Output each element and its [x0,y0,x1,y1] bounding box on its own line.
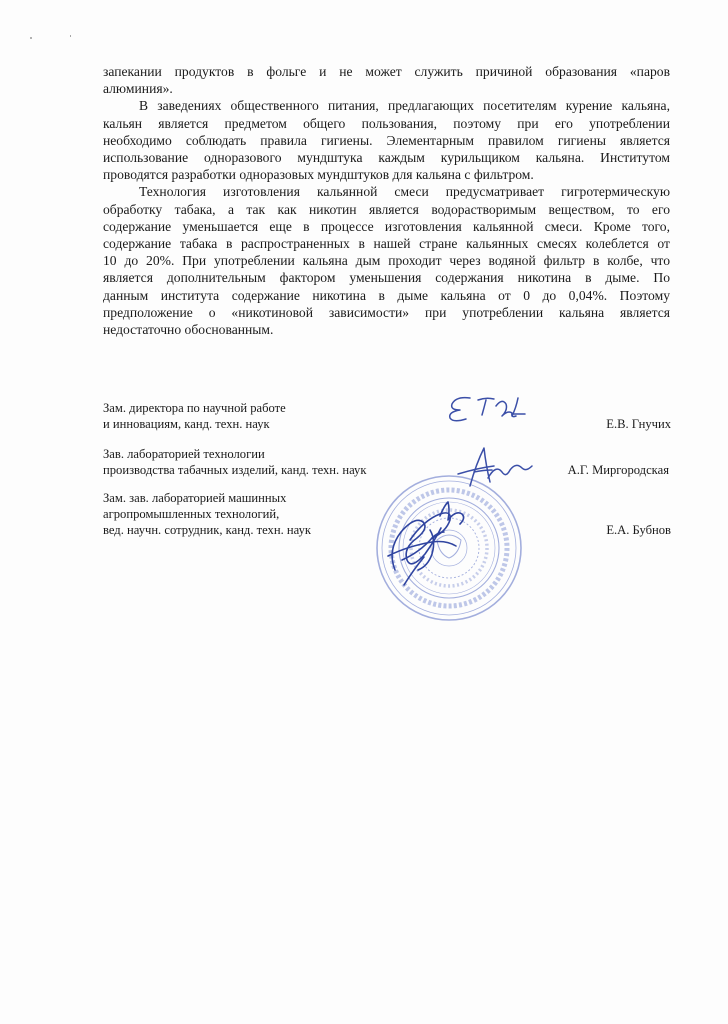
signatory-title [103,400,483,432]
text-line: использование одноразового мундштука каждым курильщиком кальяна. Институтом [103,150,670,166]
text-line: содержание уменьшается еще в процессе изготовления кальянной смеси. Кроме того, [103,218,670,234]
text-line: данным института содержание никотина в дыме кальяна от 0 до 0,04%. Поэтому [103,287,670,303]
text-line: обработку табака, а так как никотин является водорастворимым веществом, то его [103,201,670,217]
text-line: алюминия». [103,81,173,97]
text-line: запекании продуктов в фольге и не может служить причиной образования «паров [103,64,670,79]
text-line: предположение о «никотиновой зависимости» при употреблении кальяна является [103,304,670,320]
signatory-title-line: вед. научн. сотрудник, канд. техн. наук [103,523,311,537]
signatory-title [103,446,483,478]
paragraph-2 [103,97,670,183]
scan-speck [70,35,71,37]
signatory-title-line: производства табачных изделий, канд. техн. наук [103,463,367,477]
signatory-title-line: Зам. зав. лабораторией машинных [103,491,287,505]
text-line: содержание табака в распространенных в нашей стране кальянных смесях колеблется от [103,236,670,252]
paragraph-1 [103,63,670,97]
signatory-title-line: Зав. лабораторией технологии [103,447,265,461]
signature-block-1 [103,400,671,434]
signatory-name: Е.В. Гнучих [606,417,671,431]
signatory-name: Е.А. Бубнов [606,523,671,537]
text-line: недостаточно обоснованным. [103,322,274,338]
document-body [103,63,670,338]
signatory-title-line: Зам. директора по научной работе [103,401,286,415]
signature-block-3 [103,490,671,540]
text-line: Технология изготовления кальянной смеси предусматривает гигротермическую [139,184,670,200]
signatory-title-line: и инновациям, канд. техн. наук [103,417,270,431]
text-line: необходимо соблюдать правила гигиены. Элементарным правилом гигиены является [103,132,670,148]
text-line: проводятся разработки одноразовых мундштуков для кальяна с фильтром. [103,167,534,183]
text-line: 10 до 20%. При употреблении кальяна дым проходит через водяной фильтр в колбе, что [103,253,670,269]
signatory-title-line: агропромышленных технологий, [103,507,280,521]
signatory-title [103,490,483,538]
scan-speck [30,37,32,39]
text-line: кальян является предметом общего пользования, поэтому при его употреблении [103,115,670,131]
signatory-name: А.Г. Миргородская [567,463,669,477]
signature-block-2 [103,446,671,480]
text-line: является дополнительным фактором уменьшения содержания никотина в дыме. По [103,270,670,286]
paragraph-3 [103,183,670,338]
text-line: В заведениях общественного питания, предлагающих посетителям курение кальяна, [139,98,670,114]
